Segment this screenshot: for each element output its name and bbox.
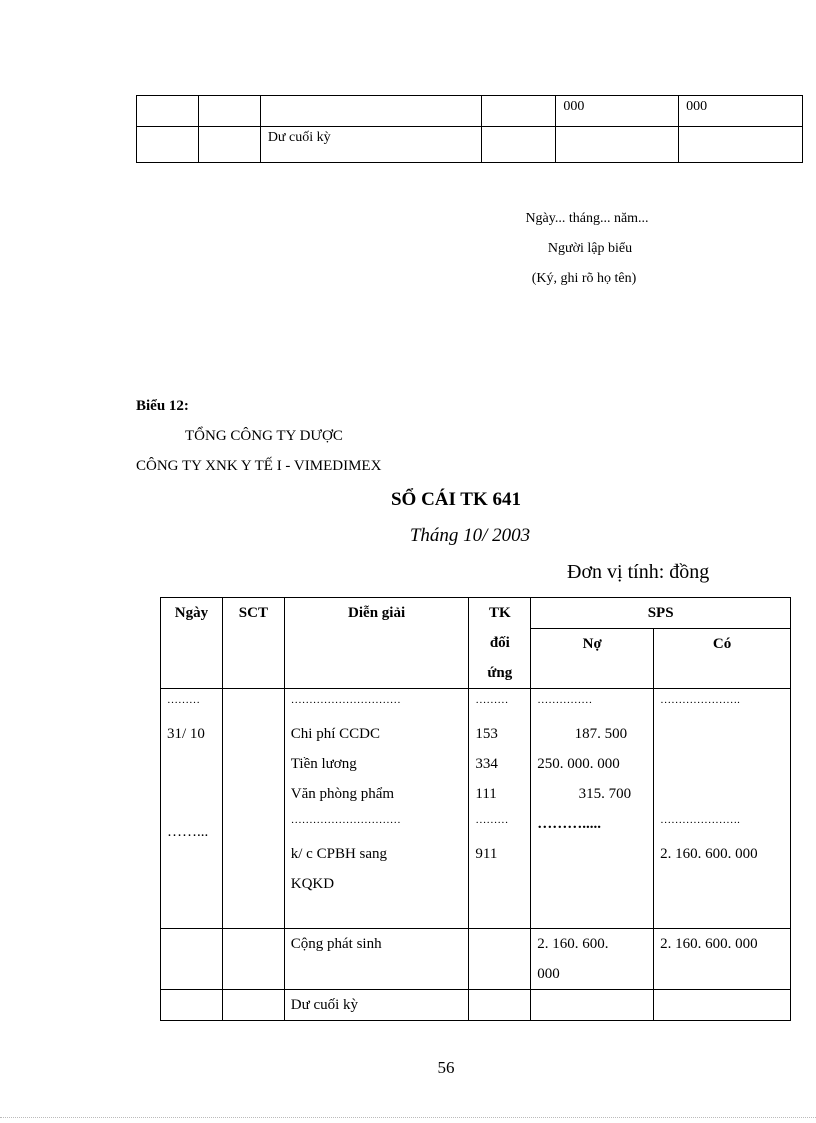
corporation-name: TỔNG CÔNG TY DƯỢC bbox=[185, 428, 343, 444]
credit-cell: 000 bbox=[679, 96, 803, 127]
signature-note: (Ký, ghi rõ họ tên) bbox=[531, 271, 637, 286]
table-row bbox=[137, 127, 803, 163]
dien-giai-column: ………………………… Chi phí CCDC Tiền lương Văn phòng phẩm ………………………… k/ c CPBH sang KQKD bbox=[284, 689, 469, 929]
header-sct: SCT bbox=[222, 598, 284, 689]
period: Tháng 10/ 2003 bbox=[409, 525, 531, 546]
signature-role: Người lập biểu bbox=[547, 241, 633, 256]
co-column: …………………. …………………. 2. 160. 600. 000 bbox=[654, 689, 791, 929]
credit-cell bbox=[679, 127, 803, 163]
page-title: SỔ CÁI TK 641 bbox=[390, 489, 522, 510]
sct-column bbox=[222, 689, 284, 929]
header-ngay: Ngày bbox=[161, 598, 223, 689]
closing-label: Dư cuối kỳ bbox=[284, 990, 469, 1021]
no-column: …………… 187. 500 250. 000. 000 315. 700 ………..... bbox=[531, 689, 654, 929]
total-row bbox=[161, 929, 791, 990]
unit-label: Đơn vị tính: đồng bbox=[567, 561, 710, 583]
footer-divider bbox=[0, 1117, 816, 1118]
header-no: Nợ bbox=[531, 629, 654, 689]
company-name: CÔNG TY XNK Y TẾ I - VIMEDIMEX bbox=[136, 458, 382, 474]
header-dien-giai: Diễn giải bbox=[284, 598, 469, 689]
tk-column: ……… 153 334 111 ……… 911 bbox=[469, 689, 531, 929]
total-debit: 2. 160. 600. 000 bbox=[531, 929, 654, 990]
header-sps: SPS bbox=[531, 598, 791, 629]
header-tk-doi-ung: TK đối ứng bbox=[469, 598, 531, 689]
total-credit: 2. 160. 600. 000 bbox=[654, 929, 791, 990]
header-co: Có bbox=[654, 629, 791, 689]
header-row bbox=[161, 598, 791, 629]
total-label: Cộng phát sinh bbox=[284, 929, 469, 990]
closing-row bbox=[161, 990, 791, 1021]
table-row bbox=[137, 96, 803, 127]
debit-cell: 000 bbox=[556, 96, 679, 127]
signature-date: Ngày... tháng... năm... bbox=[525, 211, 649, 226]
section-label: Biểu 12: bbox=[136, 398, 189, 414]
ngay-column: ……… 31/ 10 ……... bbox=[161, 689, 223, 929]
ledger-table bbox=[160, 597, 791, 1021]
previous-ledger-table bbox=[136, 95, 803, 163]
debit-cell bbox=[556, 127, 679, 163]
ledger-body-row bbox=[161, 689, 791, 929]
description-cell bbox=[260, 96, 482, 127]
page-number: 56 bbox=[437, 1058, 455, 1077]
description-cell: Dư cuối kỳ bbox=[260, 127, 482, 163]
